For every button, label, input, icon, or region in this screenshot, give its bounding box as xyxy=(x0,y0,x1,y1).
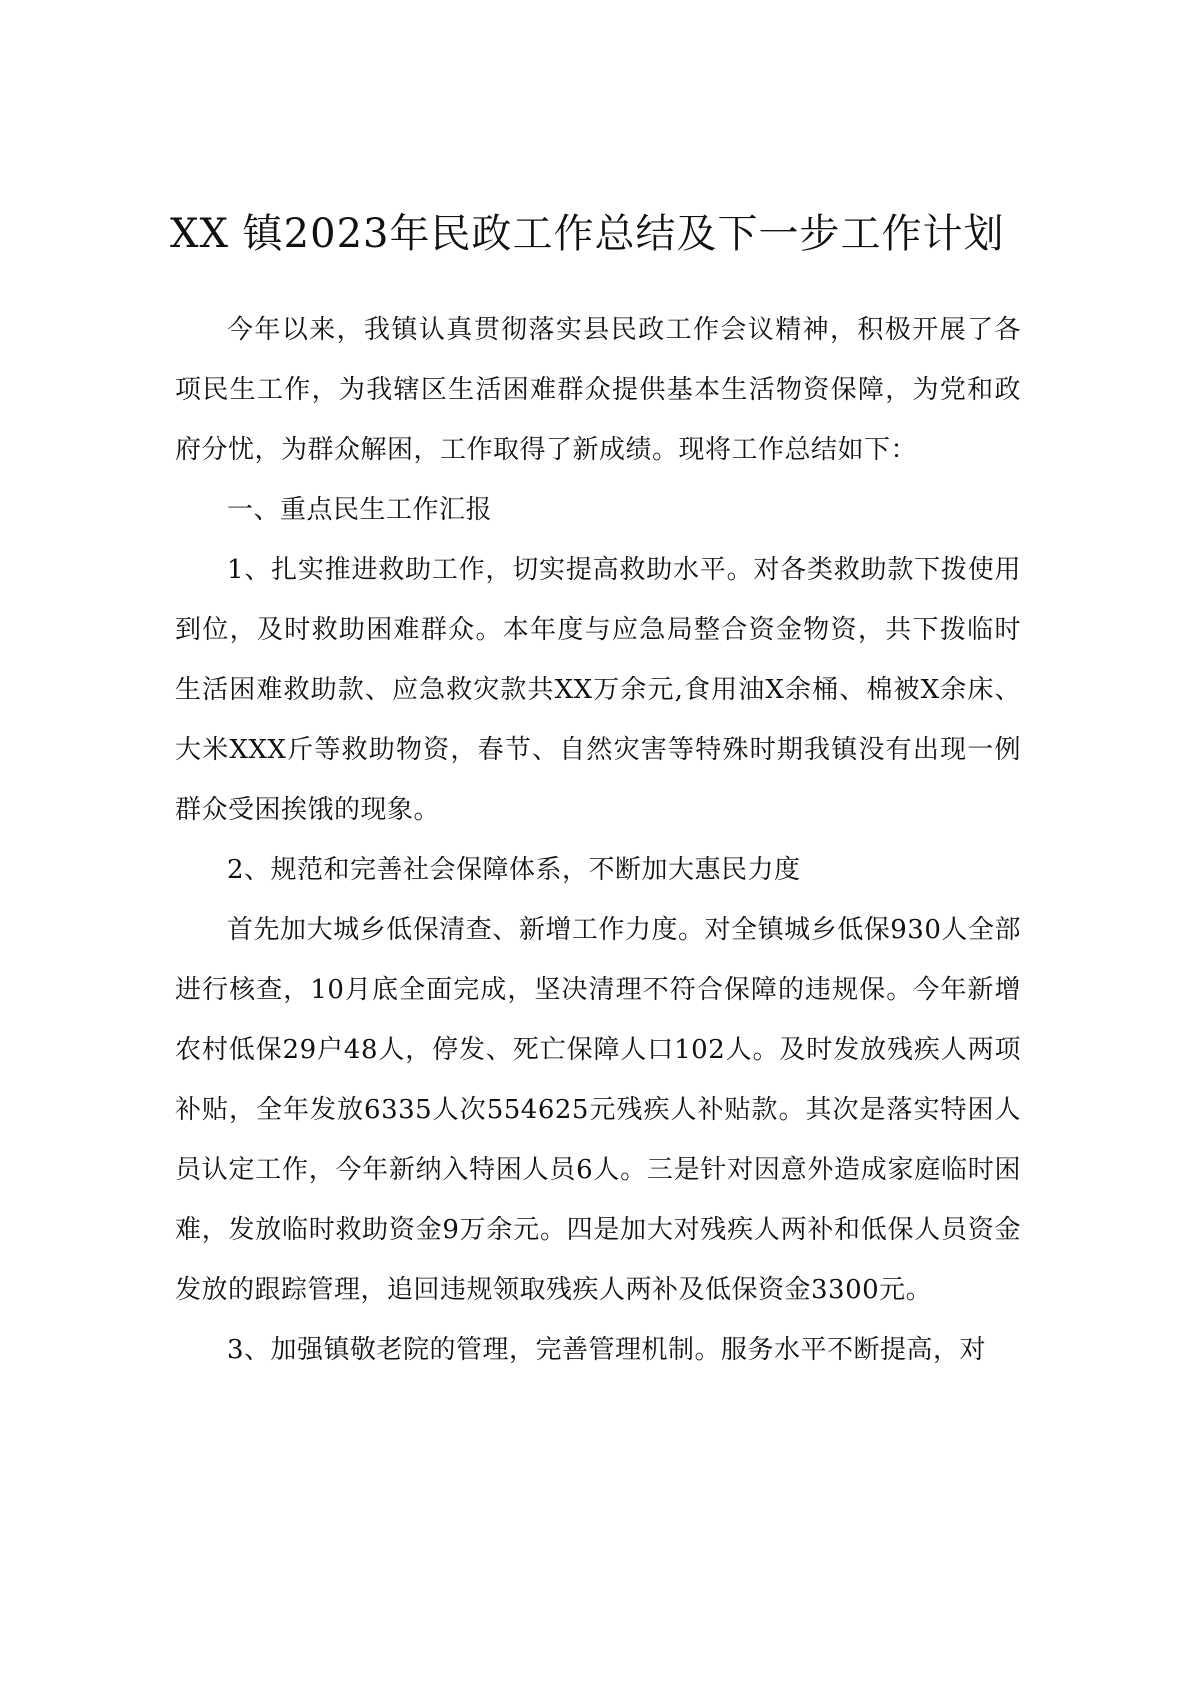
section-heading-1: 一、重点民生工作汇报 xyxy=(227,495,493,525)
paragraph-item-2-body: 首先加大城乡低保清查、新增工作力度。对全镇城乡低保930人全部进行核查，10月底全面完成，坚决清理不符合保障的违规保。今年新增农村低保29户48人，停发、死亡保障人口102人。及时发放残疾人两项补贴，全年发放6335人次554625元残疾人补贴款。其次是落实特困人员认定工作，今年新纳入特困人员6人。三是针对因意外造成家庭临时困难，发放临时救助资金9万余元。四是加大对残疾人两补和低保人员资金发放的跟踪管理，追回违规领取残疾人两补及低保资金3300元。 xyxy=(175,915,1021,1305)
paragraph-item-3: 3、加强镇敬老院的管理，完善管理机制。服务水平不断提高，对 xyxy=(227,1335,987,1365)
paragraph-intro: 今年以来，我镇认真贯彻落实县民政工作会议精神，积极开展了各项民生工作，为我辖区生活困难群众提供基本生活物资保障，为党和政府分忧，为群众解困，工作取得了新成绩。现将工作总结如下： xyxy=(175,315,1021,465)
document-title: XX 镇2023年民政工作总结及下一步工作计划 xyxy=(170,211,1005,257)
paragraph-item-2-heading: 2、规范和完善社会保障体系，不断加大惠民力度 xyxy=(227,855,801,885)
paragraph-item-1: 1、扎实推进救助工作，切实提高救助水平。对各类救助款下拨使用到位，及时救助困难群众。本年度与应急局整合资金物资，共下拨临时生活困难救助款、应急救灾款共XX万余元,食用油X余桶、棉被X余床、大米XXX斤等救助物资，春节、自然灾害等特殊时期我镇没有出现一例群众受困挨饿的现象。 xyxy=(175,555,1021,825)
document-body xyxy=(175,300,1021,1380)
